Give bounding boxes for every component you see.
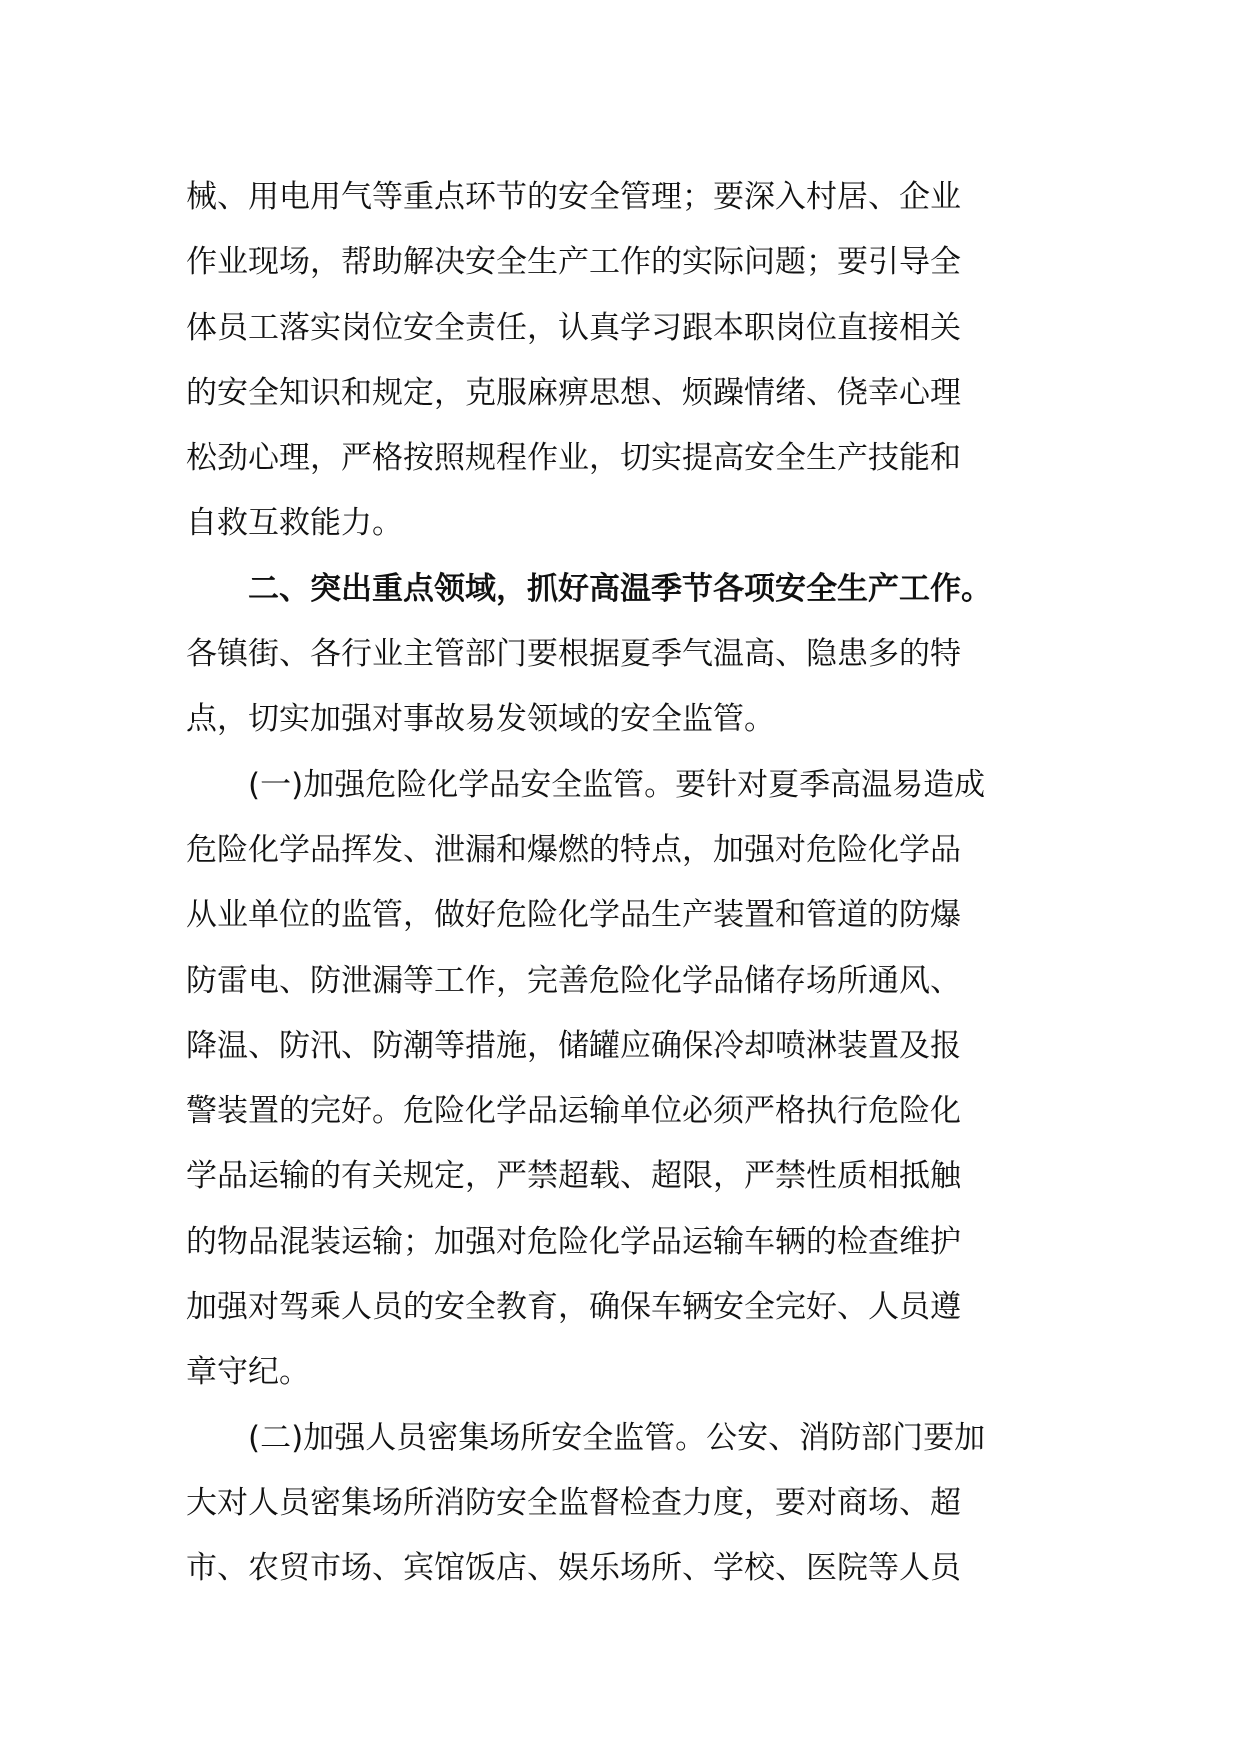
text-line: 体员工落实岗位安全责任，认真学习跟本职岗位直接相关 — [186, 309, 961, 346]
text-line: 加强对驾乘人员的安全教育，确保车辆安全完好、人员遵 — [186, 1289, 961, 1326]
text-line: 学品运输的有关规定，严禁超载、超限，严禁性质相抵触 — [186, 1158, 961, 1195]
section-heading-line: 二、突出重点领域，抓好高温季节各项安全生产工作。 — [248, 570, 992, 607]
text-line: 的物品混装运输；加强对危险化学品运输车辆的检查维护 — [186, 1223, 961, 1260]
text-line: (一)加强危险化学品安全监管。要针对夏季高温易造成 — [248, 766, 986, 803]
text-line: 降温、防汛、防潮等措施，储罐应确保冷却喷淋装置及报 — [186, 1027, 961, 1064]
text-line: 警装置的完好。危险化学品运输单位必须严格执行危险化 — [186, 1093, 961, 1130]
text-line: 大对人员密集场所消防安全监督检查力度，要对商场、超 — [186, 1484, 961, 1521]
text-line: 市、农贸市场、宾馆饭店、娱乐场所、学校、医院等人员 — [186, 1550, 961, 1587]
text-line: 防雷电、防泄漏等工作，完善危险化学品储存场所通风、 — [186, 962, 961, 999]
text-line: (二)加强人员密集场所安全监管。公安、消防部门要加 — [248, 1419, 986, 1456]
text-line: 松劲心理，严格按照规程作业，切实提高安全生产技能和 — [186, 440, 961, 477]
text-line: 械、用电用气等重点环节的安全管理；要深入村居、企业 — [186, 179, 961, 215]
text-line: 的安全知识和规定，克服麻痹思想、烦躁情绪、侥幸心理 — [186, 374, 961, 411]
text-line: 自救互救能力。 — [186, 505, 403, 542]
text-line: 从业单位的监管，做好危险化学品生产装置和管道的防爆 — [186, 897, 961, 934]
document-body — [186, 165, 1066, 1602]
text-line: 危险化学品挥发、泄漏和爆燃的特点，加强对危险化学品 — [186, 831, 961, 868]
text-line: 作业现场，帮助解决安全生产工作的实际问题；要引导全 — [186, 244, 961, 281]
text-line: 各镇街、各行业主管部门要根据夏季气温高、隐患多的特 — [186, 636, 961, 673]
text-line: 点，切实加强对事故易发领域的安全监管。 — [186, 701, 775, 738]
text-line: 章守纪。 — [186, 1354, 310, 1391]
